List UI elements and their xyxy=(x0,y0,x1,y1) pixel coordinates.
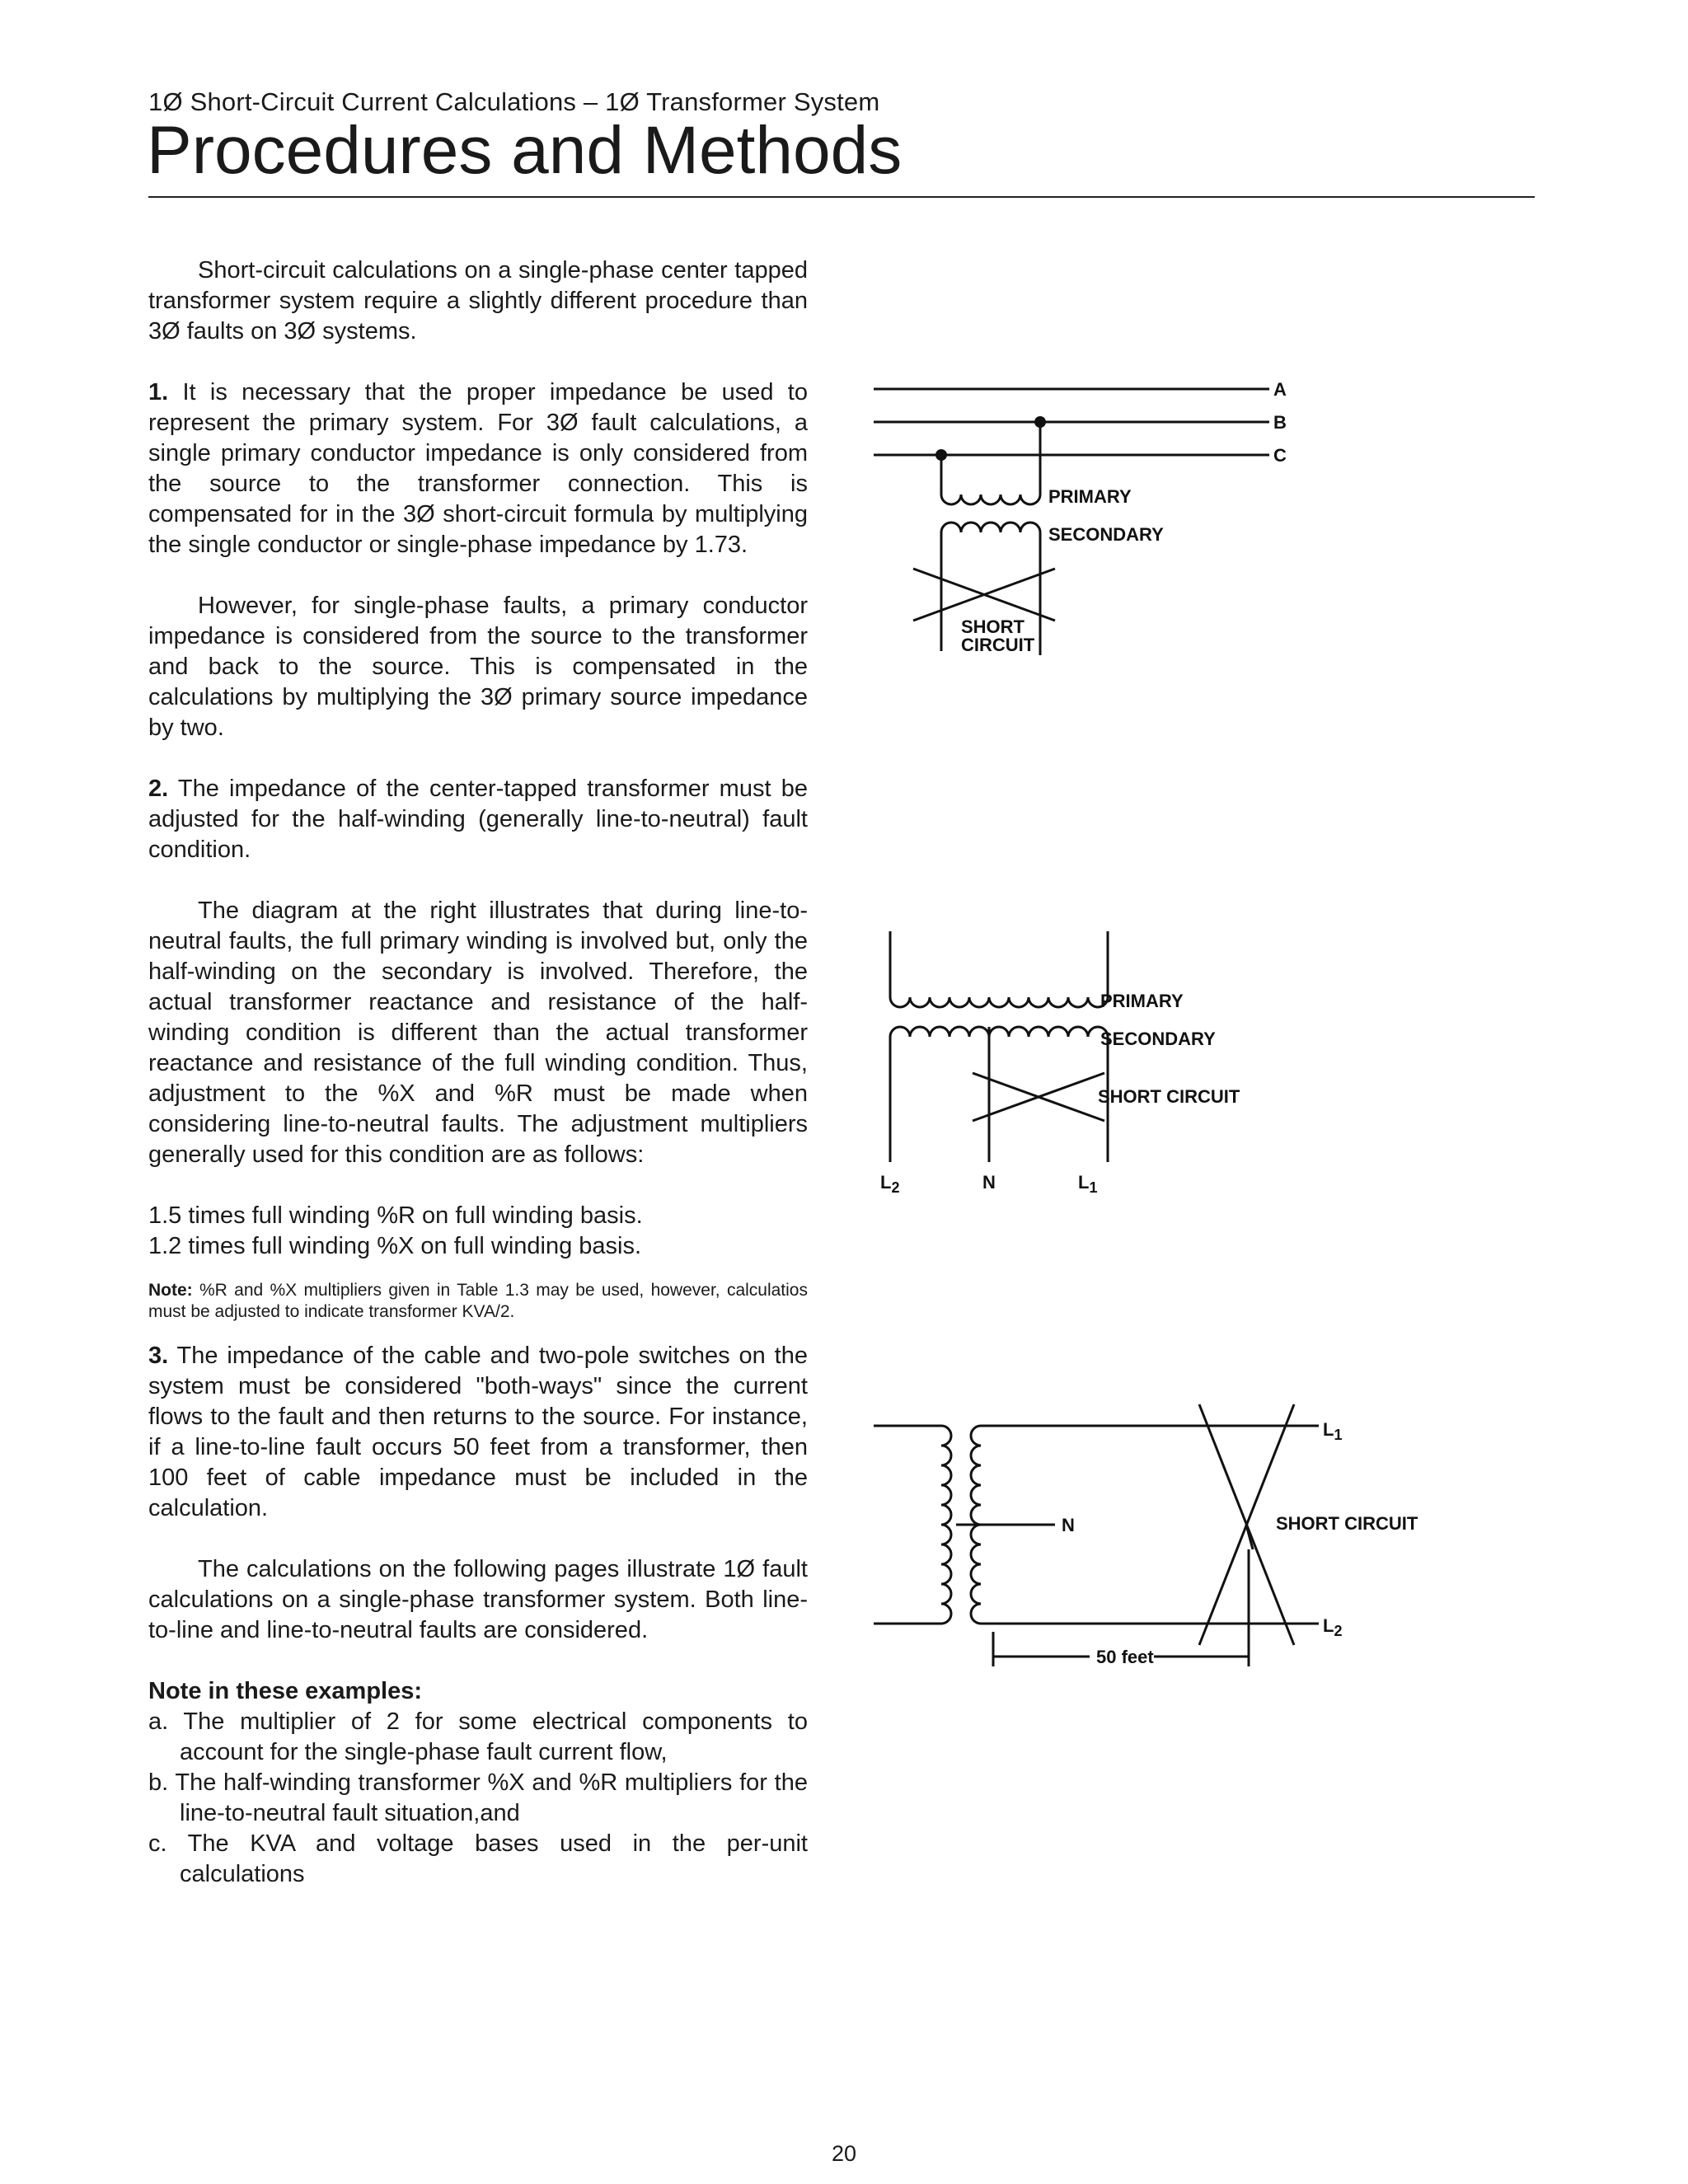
text-column xyxy=(148,255,808,1890)
example-item-b: b. The half-winding transformer %X and %R multipliers for the line-to-neutral fault situation,and xyxy=(148,1769,808,1826)
label-phase-a: A xyxy=(1273,379,1287,400)
item-1-number: 1. xyxy=(148,379,169,405)
item-2-followup: The diagram at the right illustrates that during line-to-neutral faults, the full primary winding is involved but, only the half-winding on the secondary is involved. Therefore, the actual transformer reactance and resistance of the half-winding condition is different than the actual transformer reactance and resistance of the full winding condition. Thus, adjustment to the %X and %R must be made when considering line-to-neutral faults. The adjustment multipliers generally used for this condition are as follows: xyxy=(148,898,808,1168)
primary-winding xyxy=(941,422,1040,504)
closing-paragraph: The calculations on the following pages illustrate 1Ø fault calculations on a single-phase transformer system. Both line-to-line and line-to-neutral faults are considered. xyxy=(148,1556,808,1643)
example-item-a: a. The multiplier of 2 for some electrical components to account for the single-phase fault current flow, xyxy=(148,1708,808,1765)
primary-winding xyxy=(874,1426,951,1624)
secondary-winding xyxy=(941,523,1040,581)
label-neutral: N xyxy=(982,1172,996,1193)
page-number: 20 xyxy=(831,2141,857,2166)
title-rule xyxy=(148,196,1535,198)
note-text: %R and %X multipliers given in Table 1.3 may be used, however, calculatios must be adjusted to indicate transformer KVA/2. xyxy=(148,1281,808,1321)
item-3-paragraph xyxy=(148,1341,808,1524)
primary-winding xyxy=(890,931,1108,1007)
running-header: 1Ø Short-Circuit Current Calculations – 1Ø Transformer System xyxy=(148,87,880,116)
label-l1: $L_1$ xyxy=(1323,1419,1343,1443)
page-title: Procedures and Methods xyxy=(147,113,903,188)
item-1-paragraph xyxy=(148,377,808,560)
note-label: Note: xyxy=(148,1281,193,1300)
label-neutral: N xyxy=(1062,1515,1075,1535)
label-phase-c: C xyxy=(1273,445,1287,466)
label-secondary: SECONDARY xyxy=(1100,1029,1216,1049)
label-short-circuit: SHORT CIRCUIT xyxy=(1276,1513,1418,1534)
multiplier-r: 1.5 times full winding %R on full winding basis. xyxy=(148,1202,643,1229)
label-primary: PRIMARY xyxy=(1100,991,1184,1011)
item-3-number: 3. xyxy=(148,1343,169,1369)
label-short: SHORT xyxy=(961,616,1025,637)
secondary-winding xyxy=(890,1027,1108,1162)
diagram-line-to-line-fault xyxy=(857,1393,1434,1690)
label-secondary: SECONDARY xyxy=(1048,524,1164,545)
examples-heading: Note in these examples: xyxy=(148,1678,422,1704)
item-2-number: 2. xyxy=(148,776,169,802)
intro-paragraph: Short-circuit calculations on a single-phase center tapped transformer system require a slightly different procedure than 3Ø faults on 3Ø systems. xyxy=(148,257,808,344)
item-2-paragraph xyxy=(148,774,808,865)
label-l1: $L_1$ xyxy=(1078,1172,1098,1196)
item-3-text: The impedance of the cable and two-pole switches on the system must be considered "both-ways" since the current flows to the fault and then returns to the source. For instance, if a line-to-line fault occurs 50 feet from a transformer, then 100 feet of cable impedance must be included in the calculation. xyxy=(148,1343,808,1521)
note-paragraph xyxy=(148,1280,808,1323)
label-l2: $L_2$ xyxy=(880,1172,900,1196)
item-1-text: It is necessary that the proper impedance be used to represent the primary system. For 3Ø fault calculations, a single primary conductor impedance is only considered from the source to the transformer connection. This is compensated for in the 3Ø short-circuit formula by multiplying the single conductor or single-phase impedance by 1.73. xyxy=(148,379,808,558)
diagram-three-phase-primary xyxy=(857,371,1319,668)
item-2-text: The impedance of the center-tapped transformer must be adjusted for the half-winding (generally line-to-neutral) fault condition. xyxy=(148,776,808,863)
diagram-center-tapped-transformer xyxy=(857,915,1269,1212)
multiplier-x: 1.2 times full winding %X on full winding basis. xyxy=(148,1233,642,1259)
example-item-c: c. The KVA and voltage bases used in the per-unit calculations xyxy=(148,1830,808,1887)
item-1-followup: However, for single-phase faults, a primary conductor impedance is considered from the source to the transformer and back to the source. This is compensated in the calculations by multiplying the 3Ø primary source impedance by two. xyxy=(148,593,808,741)
label-short-circuit: SHORT CIRCUIT xyxy=(1098,1086,1240,1107)
label-distance: 50 feet xyxy=(1096,1647,1154,1667)
label-l2: $L_2$ xyxy=(1323,1615,1343,1639)
label-phase-b: B xyxy=(1273,412,1287,433)
label-primary: PRIMARY xyxy=(1048,486,1132,507)
label-circuit: CIRCUIT xyxy=(961,635,1035,655)
